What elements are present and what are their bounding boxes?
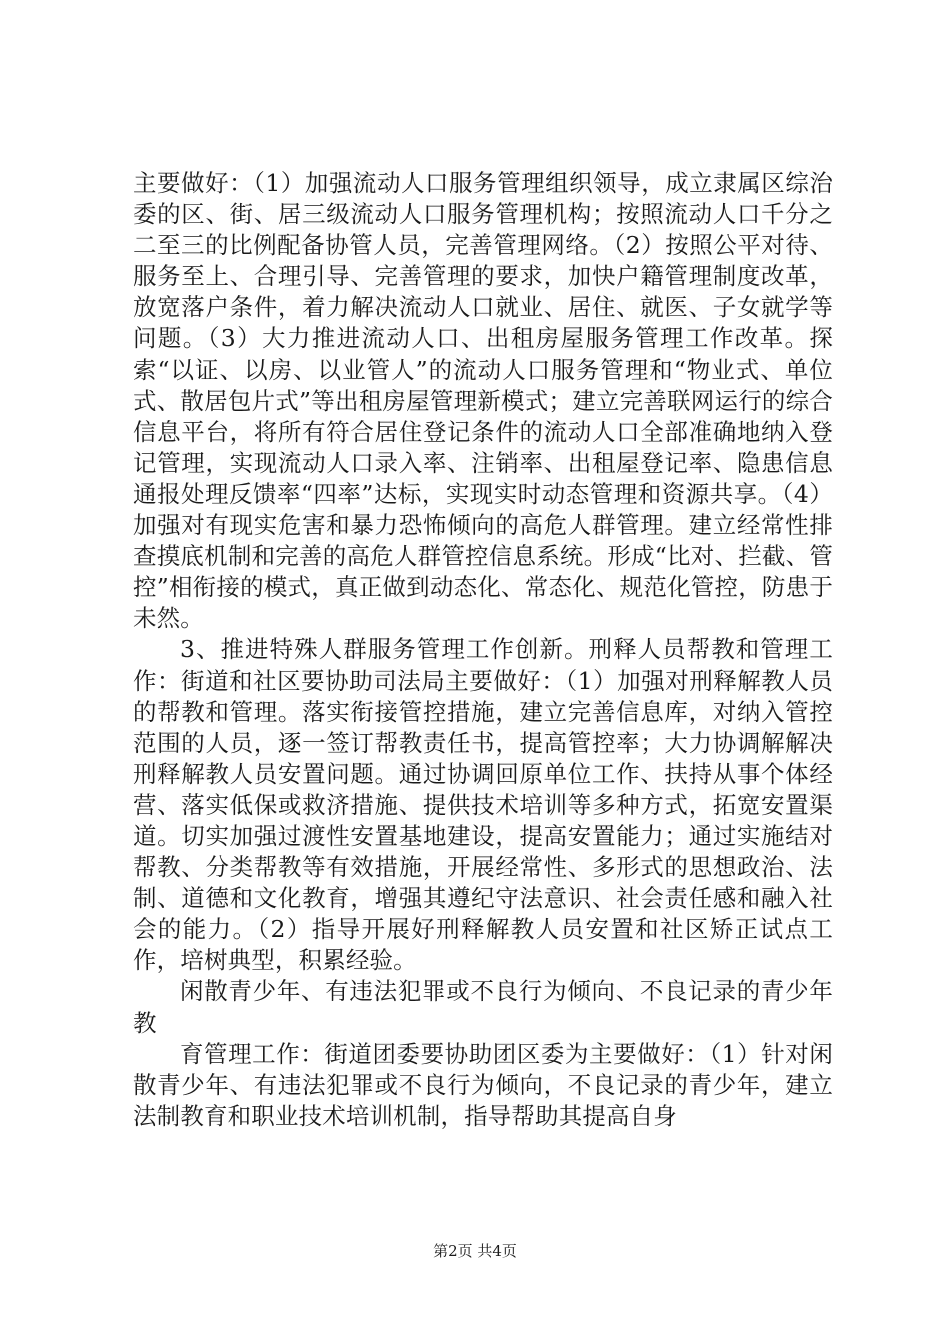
page-number-footer: 第2页 共4页 [433,1242,517,1260]
paragraph-floating-population: 主要做好：（1）加强流动人口服务管理组织领导，成立隶属区综治委的区、街、居三级流动人口服务管理机构；按照流动人口千分之二至三的比例配备协管人员，完善管理网络。（2）按照公平对待、服务至上、合理引导、完善管理的要求，加快户籍管理制度改革，放宽落户条件，着力解决流动人口就业、居住、就医、子女就学等问题。（3）大力推进流动人口、出租房屋服务管理工作改革。探索“以证、以房、以业管人”的流动人口服务管理和“物业式、单位式、散居包片式”等出租房屋管理新模式；建立完善联网运行的综合信息平台，将所有符合居住登记条件的流动人口全部准确地纳入登记管理，实现流动人口录入率、注销率、出租屋登记率、隐患信息通报处理反馈率“四率”达标，实现实时动态管理和资源共享。（4）加强对有现实危害和暴力恐怖倾向的高危人群管理。建立经常性排查摸底机制和完善的高危人群管控信息系统。形成“比对、拦截、管控”相衔接的模式，真正做到动态化、常态化、规范化管控，防患于未然。 [133,169,833,633]
paragraph-youth-management: 育管理工作：街道团委要协助团区委为主要做好：（1）针对闲散青少年、有违法犯罪或不良行为倾向，不良记录的青少年，建立法制教育和职业技术培训机制，指导帮助其提高自身 [133,1039,833,1130]
document-body [133,168,833,1132]
paragraph-youth-heading: 闲散青少年、有违法犯罪或不良行为倾向、不良记录的青少年教 [133,977,833,1037]
paragraph-special-groups: 3、推进特殊人群服务管理工作创新。刑释人员帮教和管理工作：街道和社区要协助司法局主要做好：（1）加强对刑释解教人员的帮教和管理。落实衔接管控措施，建立完善信息库，对纳入管控范围的人员，逐一签订帮教责任书，提高管控率；大力协调解解决刑释解教人员安置问题。通过协调回原单位工作、扶持从事个体经营、落实低保或救济措施、提供技术培训等多种方式，拓宽安置渠道。切实加强过渡性安置基地建设，提高安置能力；通过实施结对帮教、分类帮教等有效措施，开展经常性、多形式的思想政治、法制、道德和文化教育，增强其遵纪守法意识、社会责任感和融入社会的能力。（2）指导开展好刑释解教人员安置和社区矫正试点工作，培树典型，积累经验。 [133,635,833,975]
